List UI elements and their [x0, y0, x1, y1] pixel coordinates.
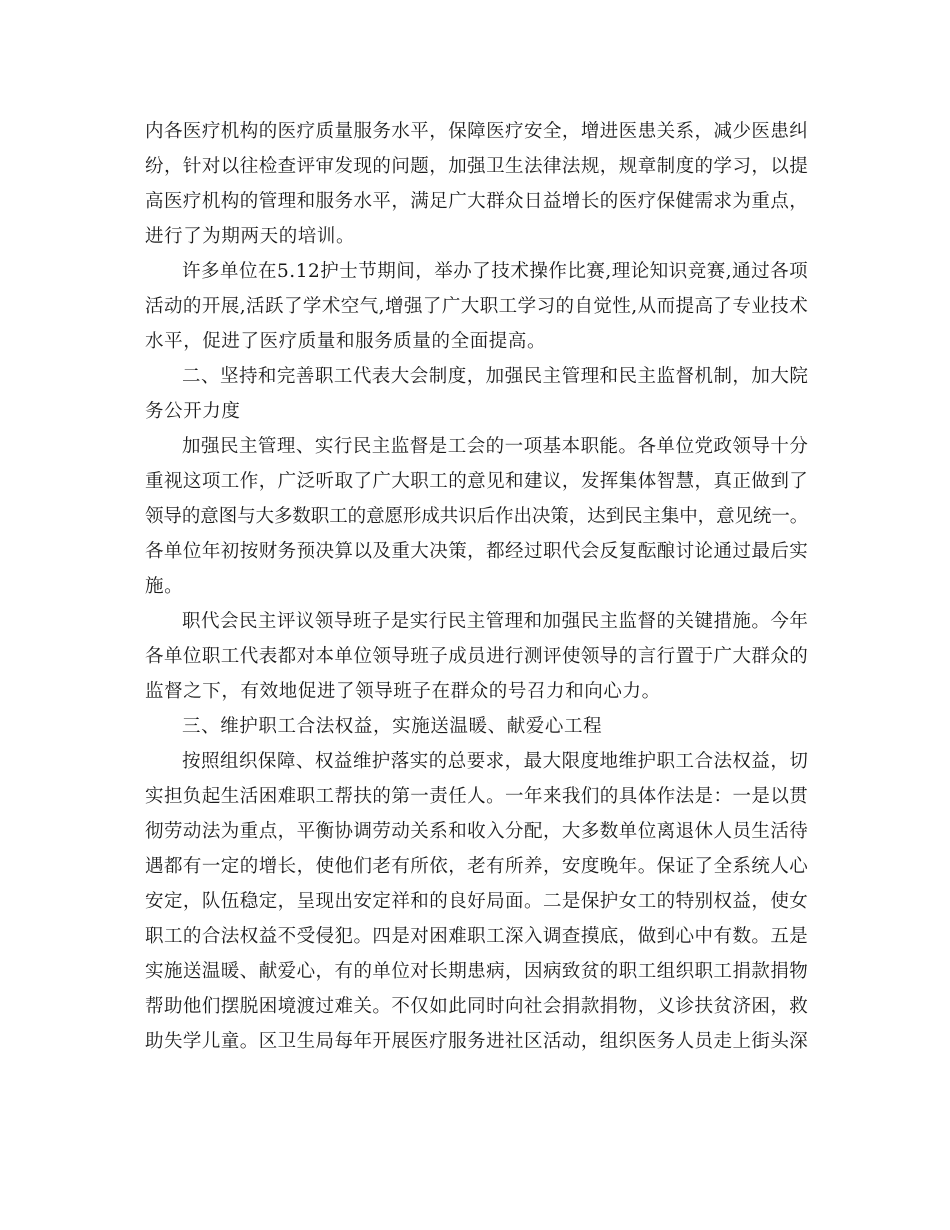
text-line: 许多单位在5.12护士节期间，举办了技术操作比赛,理论知识竞赛,通过各项: [182, 261, 809, 282]
text-line: 进行了为期两天的培训。: [145, 226, 356, 247]
text-line: 助失学儿童。区卫生局每年开展医疗服务进社区活动，组织医务人员走上街头深: [145, 1031, 809, 1052]
text-line: 三、维护职工合法权益，实施送温暖、献爱心工程: [182, 716, 603, 737]
text-line: 安定，队伍稳定，呈现出安定祥和的良好局面。二是保护女工的特别权益，使女: [145, 891, 809, 912]
text-line: 高医疗机构的管理和服务水平，满足广大群众日益增长的医疗保健需求为重点，: [145, 191, 809, 212]
text-line: 职工的合法权益不受侵犯。四是对困难职工深入调查摸底，做到心中有数。五是: [145, 926, 809, 947]
text-line: 内各医疗机构的医疗质量服务水平，保障医疗安全，增进医患关系，减少医患纠: [145, 121, 809, 142]
text-line: 帮助他们摆脱困境渡过难关。不仅如此同时向社会捐款捐物，义诊扶贫济困，救: [145, 996, 809, 1017]
text-line: 各单位年初按财务预决算以及重大决策，都经过职代会反复酝酿讨论通过最后实: [145, 541, 809, 562]
text-line: 活动的开展,活跃了学术空气,增强了广大职工学习的自觉性,从而提高了专业技术: [145, 296, 809, 317]
text-line: 重视这项工作，广泛听取了广大职工的意见和建议，发挥集体智慧，真正做到了: [145, 471, 809, 492]
text-line: 按照组织保障、权益维护落实的总要求，最大限度地维护职工合法权益，切: [182, 751, 809, 772]
text-line: 务公开力度: [145, 401, 241, 422]
text-line: 彻劳动法为重点，平衡协调劳动关系和收入分配，大多数单位离退休人员生活待: [145, 821, 809, 842]
text-line: 施。: [145, 576, 184, 597]
text-line: 加强民主管理、实行民主监督是工会的一项基本职能。各单位党政领导十分: [182, 436, 809, 457]
text-line: 实担负起生活困难职工帮扶的第一责任人。一年来我们的具体作法是：一是以贯: [145, 786, 809, 807]
text-line: 监督之下，有效地促进了领导班子在群众的号召力和向心力。: [145, 681, 661, 702]
document-body: [145, 114, 810, 1059]
text-line: 水平，促进了医疗质量和服务质量的全面提高。: [145, 331, 547, 352]
text-line: 纷，针对以往检查评审发现的问题，加强卫生法律法规，规章制度的学习，以提: [145, 156, 809, 177]
text-line: 领导的意图与大多数职工的意愿形成共识后作出决策，达到民主集中，意见统一。: [145, 506, 809, 527]
text-line: 实施送温暖、献爱心，有的单位对长期患病，因病致贫的职工组织职工捐款捐物: [145, 961, 809, 982]
text-line: 二、坚持和完善职工代表大会制度，加强民主管理和民主监督机制，加大院: [182, 366, 809, 387]
text-line: 各单位职工代表都对本单位领导班子成员进行测评使领导的言行置于广大群众的: [145, 646, 809, 667]
text-line: 职代会民主评议领导班子是实行民主管理和加强民主监督的关键措施。今年: [182, 611, 809, 632]
text-line: 遇都有一定的增长，使他们老有所依，老有所养，安度晚年。保证了全系统人心: [145, 856, 809, 877]
